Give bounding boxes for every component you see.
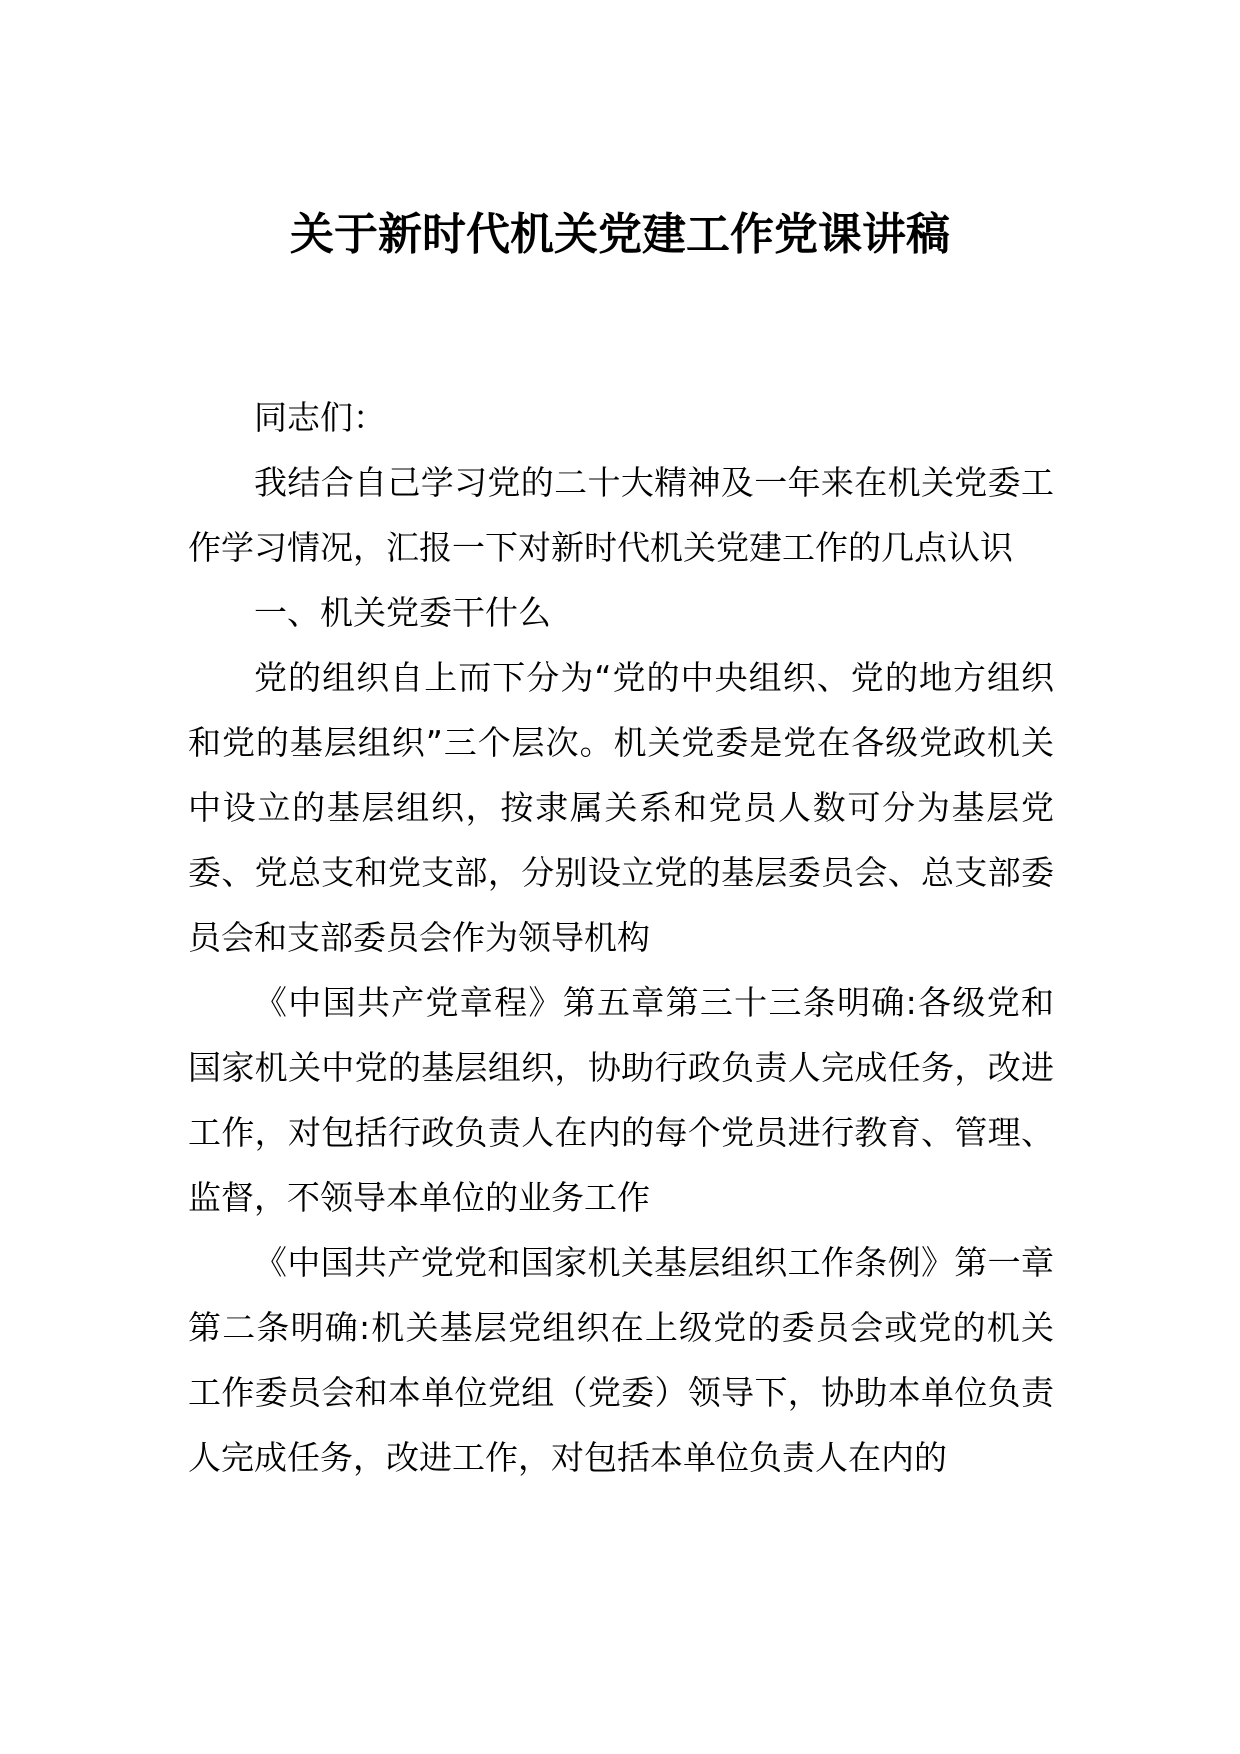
body-paragraph: 《中国共产党章程》第五章第三十三条明确:各级党和国家机关中党的基层组织，协助行政负责人完成任务，改进工作，对包括行政负责人在内的每个党员进行教育、管理、监督，不领导本单位的业务工作 — [188, 983, 1054, 1217]
intro-paragraph: 我结合自己学习党的二十大精神及一年来在机关党委工作学习情况，汇报一下对新时代机关党建工作的几点认识 — [188, 463, 1054, 567]
document-body — [188, 385, 1054, 1490]
section-heading-1: 一、机关党委干什么 — [254, 593, 551, 632]
body-paragraph: 《中国共产党党和国家机关基层组织工作条例》第一章第二条明确:机关基层党组织在上级党的委员会或党的机关工作委员会和本单位党组（党委）领导下，协助本单位负责人完成任务，改进工作，对包括本单位负责人在内的 — [188, 1243, 1054, 1477]
body-paragraph: 党的组织自上而下分为“党的中央组织、党的地方组织和党的基层组织”三个层次。机关党委是党在各级党政机关中设立的基层组织，按隶属关系和党员人数可分为基层党委、党总支和党支部，分别设立党的基层委员会、总支部委员会和支部委员会作为领导机构 — [188, 658, 1054, 957]
salutation: 同志们： — [254, 398, 386, 437]
document-title: 关于新时代机关党建工作党课讲稿 — [290, 209, 950, 260]
